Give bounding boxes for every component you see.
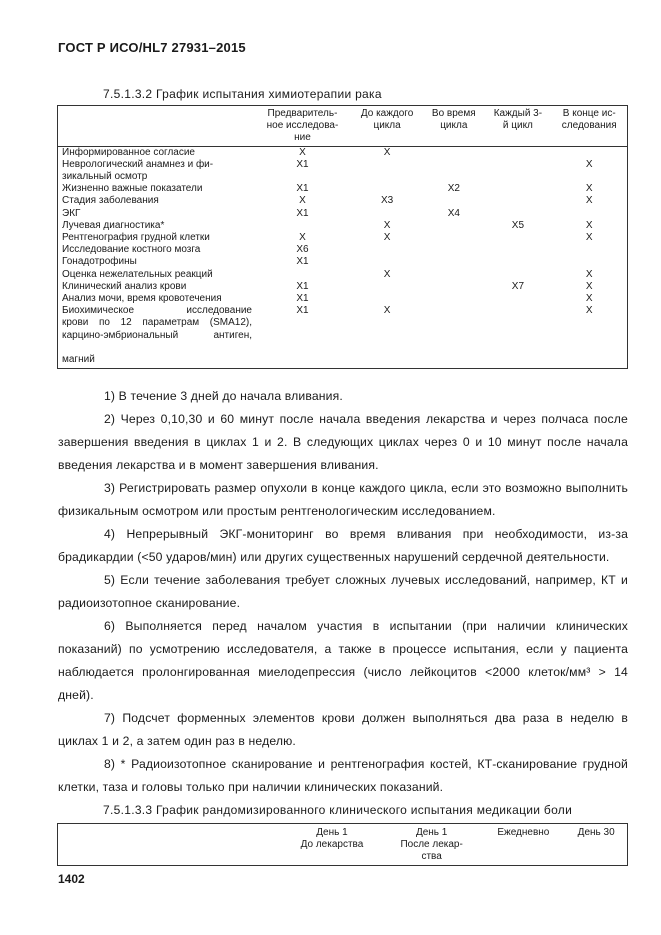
table-cell	[423, 293, 484, 305]
table-cell: X1	[296, 183, 309, 195]
table-cell: X	[383, 219, 391, 231]
table-cell	[423, 256, 484, 268]
table-cell	[484, 146, 551, 159]
section-caption: 7.5.1.3.2 График испытания химиотерапии рака	[103, 87, 382, 101]
table-cell	[484, 269, 551, 281]
table-cell	[484, 195, 551, 207]
table-cell	[423, 305, 484, 369]
header-cell: Каждый 3- й цикл	[484, 106, 551, 147]
table-cell: X	[585, 158, 593, 170]
table-cell	[423, 146, 484, 159]
table-cell: X	[299, 232, 306, 244]
note-paragraph: 7) Подсчет форменных элементов крови должен выполняться два раза в неделю в циклах 1 и 2, а затем один раз в неделю.	[58, 711, 628, 748]
table-cell	[484, 183, 551, 195]
table-cell: X	[383, 268, 391, 280]
table-cell	[423, 232, 484, 244]
table-cell	[484, 256, 551, 268]
table-cell	[423, 269, 484, 281]
row-label: Жизненно важные показатели	[62, 183, 203, 195]
table-cell: X5	[511, 219, 525, 231]
page-number: 1402	[58, 872, 85, 886]
note-paragraph: 6) Выполняется перед началом участия в испытании (при наличии клинических показаний) по усмотрению исследователя, а также в процессе испытания, если у пациента наблюдается пролонгированная миелодепрессия (число лейкоцитов <2000 клеток/мм³ > 14 дней).	[58, 619, 628, 702]
row-label: Стадия заболевания	[62, 195, 159, 207]
table-cell: X	[585, 293, 593, 305]
header-cell: Во время цикла	[423, 106, 484, 147]
table-cell	[351, 159, 423, 183]
table-cell: X	[383, 232, 391, 244]
table-cell: X1	[296, 293, 309, 305]
table-cell	[351, 293, 423, 305]
table-cell: X	[383, 146, 391, 158]
table-row	[58, 232, 628, 244]
table-cell: X	[299, 146, 306, 158]
table-cell: X3	[380, 195, 394, 207]
note-paragraph: 8) * Радиоизотопное сканирование и рентгенография костей, КТ-сканирование грудной клетки, таза и головы только при наличии клинических показаний.	[58, 757, 628, 794]
table-cell: X1	[296, 280, 309, 292]
table-header-row	[58, 106, 628, 147]
table-cell: X6	[296, 244, 309, 256]
table-cell	[351, 256, 423, 268]
table-cell: X	[383, 305, 391, 317]
note-paragraph: 5) Если течение заболевания требует сложных лучевых исследований, например, КТ и радиоизотопное сканирование.	[58, 573, 628, 610]
table-cell: X7	[511, 280, 525, 292]
header-cell	[58, 106, 255, 147]
table-cell: X	[585, 195, 593, 207]
table-row	[58, 220, 628, 232]
pain-medication-schedule-table	[57, 823, 628, 866]
table-cell	[551, 208, 627, 220]
table-cell	[254, 269, 351, 281]
table-cell: X	[585, 183, 593, 195]
table-row	[58, 183, 628, 195]
row-label: Неврологический анамнез и фи- зикальный осмотр	[62, 158, 214, 183]
table-cell	[551, 256, 627, 268]
table-cell: X1	[296, 158, 309, 170]
table-cell	[423, 195, 484, 207]
table-cell	[484, 208, 551, 220]
row-label: Рентгенография грудной клетки	[62, 232, 210, 244]
table-cell: X	[299, 195, 306, 207]
note-paragraph: 1) В течение 3 дней до начала вливания.	[104, 389, 343, 403]
header-cell: До каждого цикла	[351, 106, 423, 147]
table-cell	[254, 220, 351, 232]
table-cell: X	[585, 219, 593, 231]
table-row	[58, 305, 628, 369]
table-cell: X	[585, 232, 593, 244]
table-cell	[351, 244, 423, 256]
table-cell: X1	[296, 305, 309, 317]
table-cell: X	[585, 305, 593, 317]
table-cell: X4	[447, 207, 460, 219]
header-cell	[58, 824, 283, 866]
header-cell: В конце ис- следования	[551, 106, 627, 147]
row-label: Гонадотрофины	[62, 256, 137, 268]
table-cell	[423, 281, 484, 293]
table-row	[58, 269, 628, 281]
table-cell	[351, 208, 423, 220]
table-cell: X1	[296, 207, 309, 219]
chemotherapy-schedule-table	[57, 105, 628, 369]
table-cell	[351, 183, 423, 195]
note-paragraph: 4) Непрерывный ЭКГ-мониторинг во время вливания при необходимости, из-за брадикардии (<50 ударов/мин) или других существенных нарушений сердечной деятельности.	[58, 527, 628, 564]
table-cell: X2	[447, 183, 460, 195]
note-paragraph: 3) Регистрировать размер опухоли в конце каждого цикла, если это возможно выполнить физикальным осмотром или простым рентгенологическим исследованием.	[58, 481, 628, 518]
row-label: Клинический анализ крови	[62, 280, 187, 292]
document-header: ГОСТ Р ИСО/HL7 27931–2015	[58, 40, 246, 55]
header-cell: Предваритель- ное исследова- ние	[254, 106, 351, 147]
table-cell	[423, 159, 484, 183]
table-row	[58, 195, 628, 207]
header-cell: День 1 До лекарства	[300, 827, 364, 851]
table-cell	[484, 305, 551, 369]
table-cell	[423, 220, 484, 232]
row-label: Исследование костного мозга	[62, 244, 201, 256]
header-cell: Ежедневно	[497, 827, 550, 838]
table-cell	[484, 244, 551, 256]
table-cell	[351, 281, 423, 293]
row-label: ЭКГ	[62, 207, 81, 219]
table-row	[58, 208, 628, 220]
row-label: Биохимическое исследование крови по 12 параметрам (SMA12), карцино-эмбриональный антиген, магний	[62, 305, 252, 366]
row-label: Оценка нежелательных реакций	[62, 268, 213, 280]
table-cell	[484, 159, 551, 183]
note-paragraph: 2) Через 0,10,30 и 60 минут после начала введения лекарства и через полчаса после завершения введения в циклах 1 и 2. В следующих циклах через 0 и 10 минут после начала введения лекарства и в момент завершения вливания.	[58, 412, 628, 472]
table-row	[58, 281, 628, 293]
section-caption: 7.5.1.3.3 График рандомизированного клинического испытания медикации боли	[103, 803, 573, 817]
table-cell: X	[585, 268, 593, 280]
table-row	[58, 146, 628, 159]
table-cell	[551, 244, 627, 256]
header-cell: День 1 После лекар- ства	[400, 827, 463, 863]
notes-section	[58, 385, 628, 799]
row-label: Информированное согласие	[62, 146, 195, 158]
table-cell	[551, 146, 627, 159]
header-cell: День 30	[577, 827, 615, 838]
table-row	[58, 256, 628, 268]
row-label: Анализ мочи, время кровотечения	[62, 293, 222, 305]
table-row	[58, 244, 628, 256]
table-cell: X	[585, 280, 593, 292]
table-row	[58, 293, 628, 305]
table-cell: X1	[296, 256, 309, 268]
row-label: Лучевая диагностика*	[62, 219, 165, 231]
table-cell	[484, 232, 551, 244]
table-cell	[423, 244, 484, 256]
table-header-row	[58, 824, 628, 866]
table-row	[58, 159, 628, 183]
table-cell	[484, 293, 551, 305]
